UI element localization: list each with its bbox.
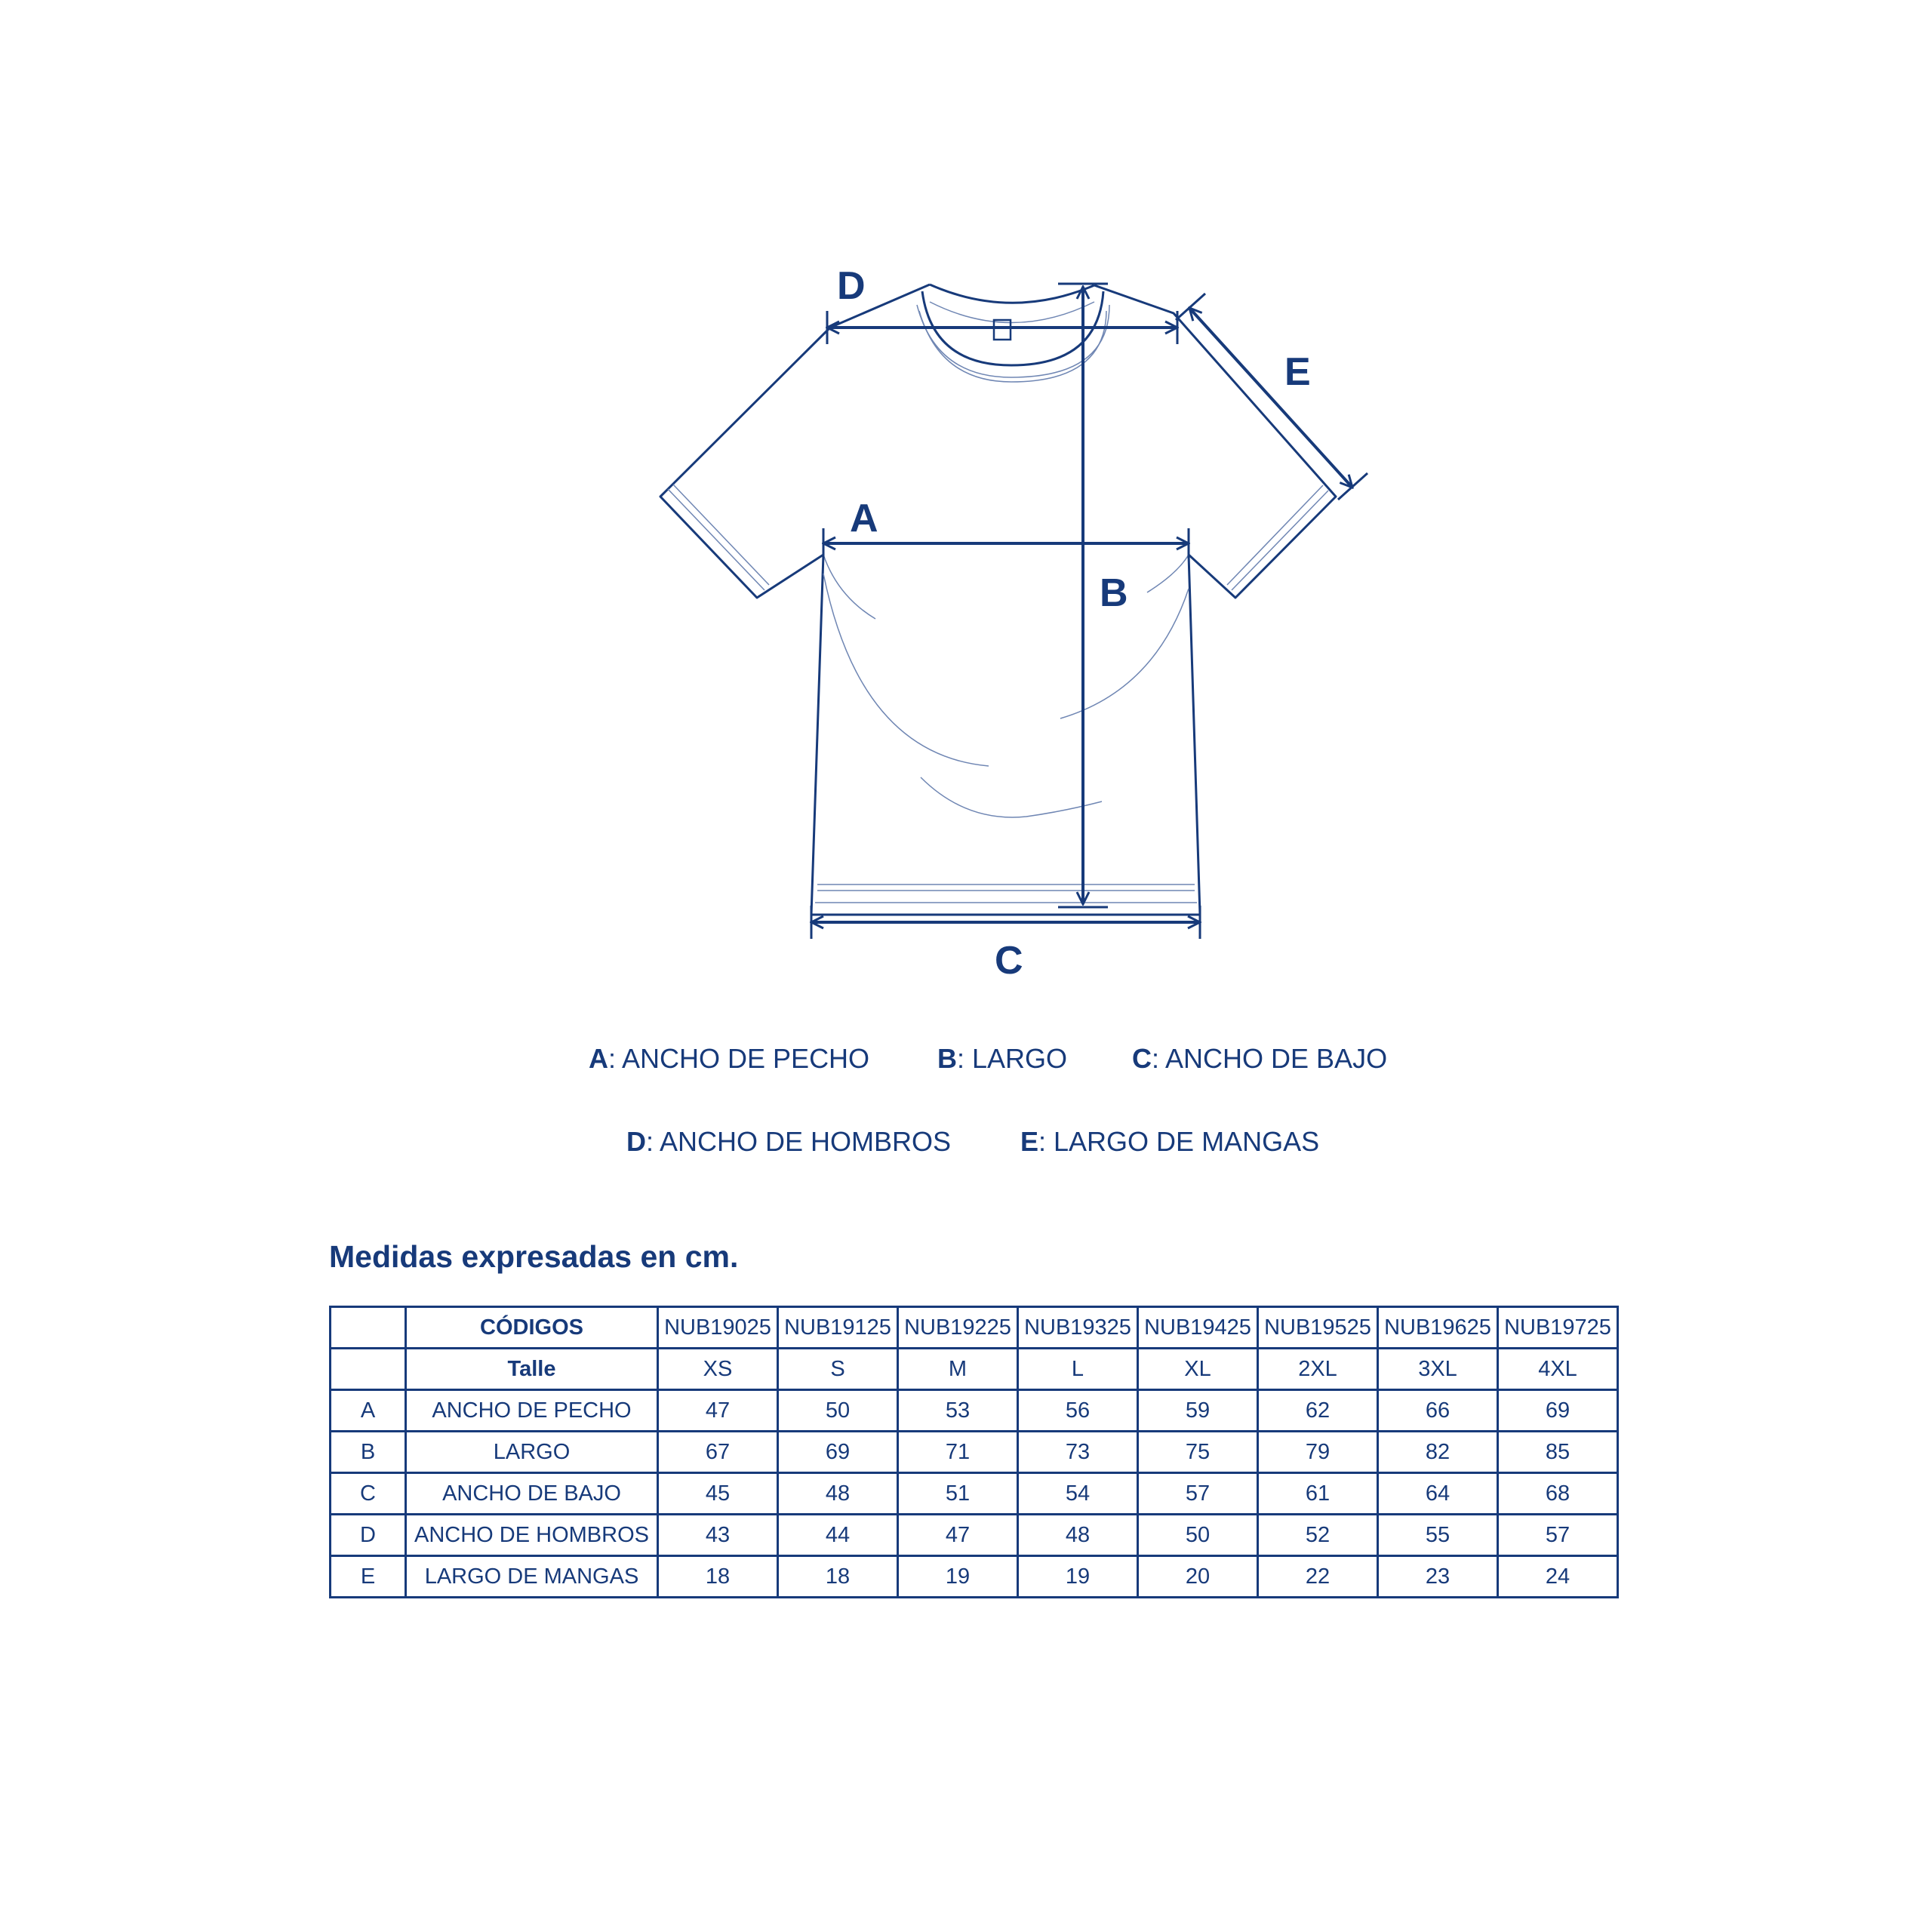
row-key-cell: E [331, 1556, 406, 1598]
table-row-sizes [331, 1349, 1618, 1390]
value-cell: 52 [1258, 1515, 1378, 1556]
value-cell: 64 [1378, 1473, 1498, 1515]
value-cell: 55 [1378, 1515, 1498, 1556]
row-key-cell: A [331, 1390, 406, 1432]
value-cell: 57 [1498, 1515, 1618, 1556]
legend-label: : ANCHO DE HOMBROS [646, 1126, 952, 1157]
size-table [329, 1306, 1619, 1598]
codes-header-cell: CÓDIGOS [406, 1307, 658, 1349]
value-cell: 50 [778, 1390, 898, 1432]
table-row [331, 1432, 1618, 1473]
value-cell: 18 [778, 1556, 898, 1598]
value-cell: 67 [658, 1432, 778, 1473]
table-row-codes [331, 1307, 1618, 1349]
value-cell: 48 [778, 1473, 898, 1515]
legend-item-c [1132, 1043, 1387, 1075]
row-label-cell: ANCHO DE PECHO [406, 1390, 658, 1432]
legend-key: A [589, 1043, 608, 1074]
size-cell: 3XL [1378, 1349, 1498, 1390]
value-cell: 47 [658, 1390, 778, 1432]
legend-key: B [937, 1043, 957, 1074]
value-cell: 59 [1138, 1390, 1258, 1432]
legend-key: E [1020, 1126, 1039, 1157]
value-cell: 73 [1018, 1432, 1138, 1473]
value-cell: 20 [1138, 1556, 1258, 1598]
code-cell: NUB19325 [1018, 1307, 1138, 1349]
value-cell: 61 [1258, 1473, 1378, 1515]
code-cell: NUB19525 [1258, 1307, 1378, 1349]
value-cell: 19 [898, 1556, 1018, 1598]
value-cell: 68 [1498, 1473, 1618, 1515]
dimension-e-line [1189, 308, 1352, 488]
value-cell: 75 [1138, 1432, 1258, 1473]
table-row [331, 1515, 1618, 1556]
value-cell: 79 [1258, 1432, 1378, 1473]
value-cell: 51 [898, 1473, 1018, 1515]
size-header-cell: Talle [406, 1349, 658, 1390]
code-cell: NUB19725 [1498, 1307, 1618, 1349]
legend-item-b [937, 1043, 1067, 1075]
size-cell: 2XL [1258, 1349, 1378, 1390]
dimension-b-letter: B [1100, 571, 1128, 615]
legend-key: D [626, 1126, 646, 1157]
table-corner-cell [331, 1307, 406, 1349]
size-cell: S [778, 1349, 898, 1390]
value-cell: 18 [658, 1556, 778, 1598]
tshirt-outline [660, 285, 1336, 915]
size-cell: M [898, 1349, 1018, 1390]
dimension-d-letter: D [837, 264, 866, 308]
size-cell: 4XL [1498, 1349, 1618, 1390]
value-cell: 71 [898, 1432, 1018, 1473]
code-cell: NUB19025 [658, 1307, 778, 1349]
table-row [331, 1390, 1618, 1432]
legend-label: : ANCHO DE PECHO [608, 1043, 870, 1074]
size-cell: XL [1138, 1349, 1258, 1390]
table-row [331, 1473, 1618, 1515]
size-cell: XS [658, 1349, 778, 1390]
table-row [331, 1556, 1618, 1598]
value-cell: 69 [778, 1432, 898, 1473]
value-cell: 43 [658, 1515, 778, 1556]
legend-label: : LARGO DE MANGAS [1038, 1126, 1320, 1157]
value-cell: 69 [1498, 1390, 1618, 1432]
value-cell: 19 [1018, 1556, 1138, 1598]
code-cell: NUB19425 [1138, 1307, 1258, 1349]
value-cell: 82 [1378, 1432, 1498, 1473]
value-cell: 53 [898, 1390, 1018, 1432]
value-cell: 48 [1018, 1515, 1138, 1556]
code-cell: NUB19225 [898, 1307, 1018, 1349]
value-cell: 54 [1018, 1473, 1138, 1515]
row-label-cell: LARGO [406, 1432, 658, 1473]
size-cell: L [1018, 1349, 1138, 1390]
size-table-body [331, 1307, 1618, 1598]
value-cell: 23 [1378, 1556, 1498, 1598]
value-cell: 57 [1138, 1473, 1258, 1515]
table-corner-cell [331, 1349, 406, 1390]
value-cell: 85 [1498, 1432, 1618, 1473]
legend-item-e [1020, 1126, 1319, 1158]
value-cell: 24 [1498, 1556, 1618, 1598]
value-cell: 45 [658, 1473, 778, 1515]
row-key-cell: C [331, 1473, 406, 1515]
value-cell: 62 [1258, 1390, 1378, 1432]
legend-key: C [1132, 1043, 1152, 1074]
table-title: Medidas expresadas en cm. [329, 1239, 739, 1274]
dimension-a-letter: A [850, 497, 878, 540]
row-label-cell: ANCHO DE BAJO [406, 1473, 658, 1515]
value-cell: 47 [898, 1515, 1018, 1556]
legend-label: : LARGO [957, 1043, 1068, 1074]
legend-item-d [626, 1126, 951, 1158]
value-cell: 44 [778, 1515, 898, 1556]
value-cell: 56 [1018, 1390, 1138, 1432]
row-label-cell: ANCHO DE HOMBROS [406, 1515, 658, 1556]
dimension-c-letter: C [995, 939, 1023, 983]
value-cell: 22 [1258, 1556, 1378, 1598]
row-key-cell: B [331, 1432, 406, 1473]
dimension-e-letter: E [1284, 350, 1311, 394]
code-cell: NUB19625 [1378, 1307, 1498, 1349]
value-cell: 66 [1378, 1390, 1498, 1432]
code-cell: NUB19125 [778, 1307, 898, 1349]
legend-item-a [589, 1043, 869, 1075]
row-key-cell: D [331, 1515, 406, 1556]
row-label-cell: LARGO DE MANGAS [406, 1556, 658, 1598]
value-cell: 50 [1138, 1515, 1258, 1556]
legend-label: : ANCHO DE BAJO [1152, 1043, 1388, 1074]
